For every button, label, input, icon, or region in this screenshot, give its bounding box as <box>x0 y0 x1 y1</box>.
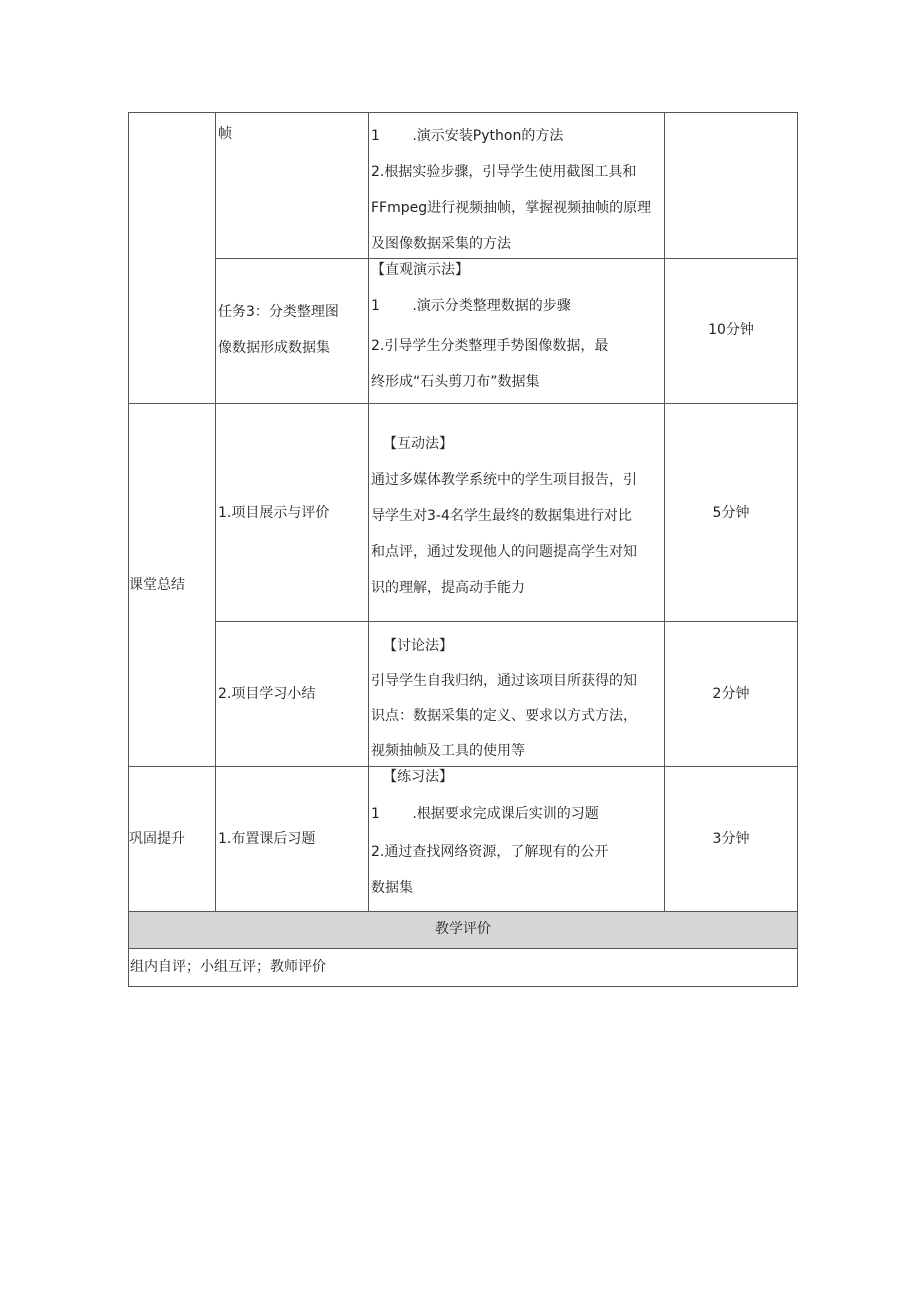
task-cell: 1.布置课后习题 <box>218 831 316 847</box>
method-line: 1 .演示安装Python的方法 <box>371 128 564 144</box>
method-line: FFmpeg进行视频抽帧，掌握视频抽帧的原理 <box>371 200 652 216</box>
evaluation-header: 教学评价 <box>435 921 491 937</box>
evaluation-content: 组内自评；小组互评；教师评价 <box>130 959 326 975</box>
row-divider <box>128 403 798 404</box>
stage-cell: 课堂总结 <box>129 577 185 593</box>
method-line: 终形成“石头剪刀布”数据集 <box>371 374 540 390</box>
task-cell: 2.项目学习小结 <box>218 686 316 702</box>
column-divider <box>368 112 369 912</box>
method-line: 【互动法】 <box>383 436 453 452</box>
row-divider <box>215 621 798 622</box>
method-line: 【讨论法】 <box>383 638 453 654</box>
method-line: 【练习法】 <box>383 769 453 785</box>
row-divider <box>215 258 798 259</box>
method-line: 2.根据实验步骤，引导学生使用截图工具和 <box>371 164 637 180</box>
method-line: 引导学生自我归纳，通过该项目所获得的知 <box>371 673 637 689</box>
time-cell: 10分钟 <box>708 322 754 338</box>
method-line: 1 .演示分类整理数据的步骤 <box>371 298 571 314</box>
task-cell: 帧 <box>218 126 232 142</box>
method-line: 视频抽帧及工具的使用等 <box>371 743 525 759</box>
table-bottom-border <box>128 986 798 987</box>
row-divider <box>128 911 798 912</box>
row-divider <box>128 948 798 949</box>
method-line: 1 .根据要求完成课后实训的习题 <box>371 806 599 822</box>
task-cell: 像数据形成数据集 <box>218 340 330 356</box>
method-line: 2.引导学生分类整理手势图像数据，最 <box>371 338 609 354</box>
task-cell: 1.项目展示与评价 <box>218 505 330 521</box>
method-line: 导学生对3-4名学生最终的数据集进行对比 <box>371 508 632 524</box>
method-line: 识点：数据采集的定义、要求以方式方法， <box>371 708 637 724</box>
method-line: 识的理解，提高动手能力 <box>371 580 525 596</box>
column-divider <box>215 112 216 912</box>
table-right-border <box>797 112 798 987</box>
method-line: 【直观演示法】 <box>371 262 469 278</box>
stage-cell: 巩固提升 <box>129 831 185 847</box>
method-line: 和点评，通过发现他人的问题提高学生对知 <box>371 544 637 560</box>
table-top-border <box>128 112 798 113</box>
row-divider <box>128 766 798 767</box>
method-line: 及图像数据采集的方法 <box>371 236 511 252</box>
task-cell: 任务3：分类整理图 <box>218 304 339 320</box>
table-left-border <box>128 112 129 987</box>
time-cell: 2分钟 <box>712 686 750 702</box>
method-line: 2.通过查找网络资源，了解现有的公开 <box>371 844 609 860</box>
method-line: 数据集 <box>371 880 413 896</box>
time-cell: 5分钟 <box>712 505 750 521</box>
method-line: 通过多媒体教学系统中的学生项目报告，引 <box>371 472 637 488</box>
time-cell: 3分钟 <box>712 831 750 847</box>
